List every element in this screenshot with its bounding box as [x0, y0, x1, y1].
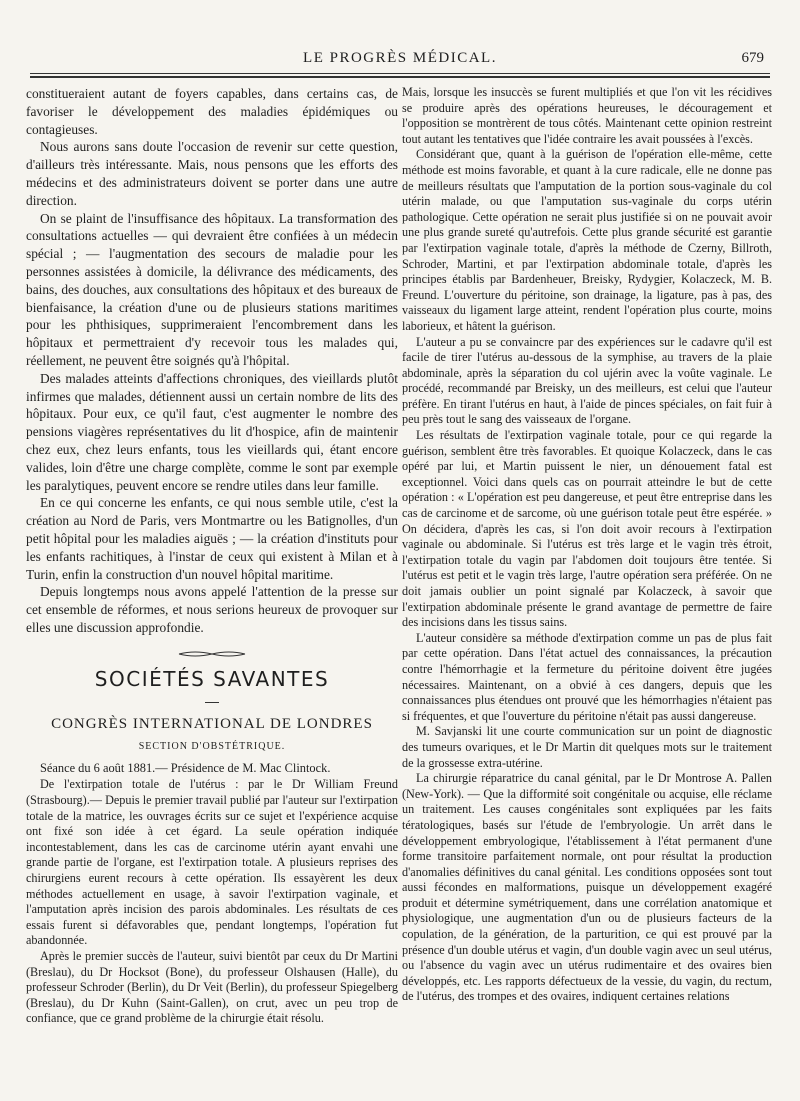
- subsection-heading: SECTION D'OBSTÉTRIQUE.: [138, 740, 286, 752]
- paragraph: Nous aurons sans doute l'occasion de revenir sur cette question, d'ailleurs très intéressante. Mais, nous pensons que les efforts des médecins et des administrateurs doivent se porter dans une autre direction.: [26, 139, 398, 208]
- header-rule: [30, 73, 770, 74]
- paragraph: Les résultats de l'extirpation vaginale totale, pour ce qui regarde la guérison, semblent être très favorables. Et quoique Kolaczeck, dans le cas opéré par lui, et Martin puissent le nier, un dénouement fatal est exceptionnel. Voici dans quels cas on pourrait atteindre le but de cette opération : « L'opération est peu dangereuse, et peut être entreprise dans les cas de carcinome et de sarcome, où une guérison totale peut être espérée. » On décidera, d'après les cas, si l'on doit avoir recours à l'extirpation vaginale ou abdominale. Si l'utérus est très large et le vagin très étroit, l'extirpation totale du vagin par l'abdomen doit toujours être tentée. Si l'utérus est petit et le vagin très large, l'autre opération sera préférée. On ne doit jamais oublier un point signalé par Kolaczeck, à savoir que l'extirpation abdominale présente le grand avantage de permettre de faire des incisions dans les tissus sains.: [402, 428, 772, 630]
- article-text: [26, 777, 398, 1027]
- paragraph: De l'extirpation totale de l'utérus : par le Dr William Freund (Strasbourg).— Depuis le premier travail publié par l'auteur sur l'extirpation totale de la matrice, les ouvrages écrits sur ce sujet et l'expérience acquise ont fixé son idée à cet égard. La seule opération indiquée incontestablement, dans les cas de carcinome utérin ayant envahi une grande partie de l'organe, est l'extirpation totale. A plusieurs reprises des chirurgiens eurent recours à cette opération. Ils essayèrent les deux méthodes actuellement en usage, à savoir l'extirpation vaginale, et l'amputation après incision des parois abdominales. Les résultats de ces essais furent si défavorables que, pendant longtemps, l'opération fut abandonnée.: [26, 777, 398, 948]
- paragraph: L'auteur considère sa méthode d'extirpation comme un pas de plus fait par cette opération. Dans l'état actuel des connaissances, la précaution contre l'hémorrhagie et la fermeture du péritoine doivent être jugées nécessaires. Maintenant, on a obvié à ces dangers, depuis que les connaissances plus étendues ont prouvé que les hémorrhagies n'étaient pas si fréquentes, et que l'ouverture du péritoine n'était pas aussi dangereuse.: [402, 630, 772, 723]
- header-rule-thick: [30, 76, 770, 78]
- left-column: [26, 85, 398, 1091]
- title-dash: [26, 692, 398, 710]
- page-number: 679: [741, 50, 764, 66]
- section-title: SOCIÉTÉS SAVANTES: [94, 666, 330, 691]
- paragraph: L'auteur a pu se convaincre par des expériences sur le cadavre qu'il est facile de tirer l'utérus au-dessous de la symphise, au travers de la plaie abdominale, après la séparation du col ujérin avec la voûte vaginale. Le procédé, recommandé par Breisky, un des meilleurs, est celui que l'auteur préfère. En tirant l'utérus en haut, à l'aide de pinces spéciales, on fait fuir à peu près tout le sang des vaisseaux de l'organe.: [402, 334, 772, 427]
- ornament-divider-icon: [177, 650, 247, 658]
- paragraph: M. Savjanski lit une courte communication sur un point de diagnostic des tumeurs ovariques, et le Dr Martin dit quelques mots sur le traitement de la grossesse extra-utérine.: [402, 724, 772, 770]
- paragraph: Mais, lorsque les insuccès se furent multipliés et que l'on vit les récidives se produire après des opérations heureuses, le découragement et l'opposition se montrèrent de tous côtés. Maintenant cette opinion restreint tout autant les tentatives que l'idée contraire les avait poussées à l'excès.: [402, 85, 772, 146]
- journal-title: LE PROGRÈS MÉDICAL.: [303, 50, 497, 66]
- paragraph: Depuis longtemps nous avons appelé l'attention de la presse sur cet ensemble de réformes, et nous serions heureux de provoquer sur elles une discussion approfondie.: [26, 584, 398, 635]
- paragraph: Après le premier succès de l'auteur, suivi bientôt par ceux du Dr Martini (Breslau), du Dr Hocksot (Bone), du professeur Olshausen (Halle), du professeur Schroder (Berlin), du Dr Veit (Berlin), du professeur Spiegelberg (Breslau), du Dr Kuhn (Saint-Gallen), on crut, avec un peu trop de confiance, que ce grand problème de la chirurgie était résolu.: [26, 949, 398, 1026]
- seance-line: Séance du 6 août 1881.— Présidence de M. Mac Clintock.: [40, 760, 331, 775]
- page-header: [30, 50, 770, 72]
- right-column: [402, 85, 772, 1091]
- paragraph: La chirurgie réparatrice du canal génital, par le Dr Montrose A. Pallen (New-York). — Que la difformité soit congénitale ou acquise, elle réclame un traitement. Les causes congénitales sont expliquées par les faits tératologiques, basés sur l'étude de l'embryologie. Un arrêt dans le développement embryologique, l'établissement à l'état permanent d'une forme transitoire parfaitement normale, ont pour résultat la production d'anomalies définitives du canal génital. Les conditions opposées sont tout aussi fécondes en malformations, puisque un développement exagéré produit et détermine symétriquement, dans une corrélation anatomique et physiologique, une augmentation d'un ou de plusieurs facteurs de la copulation, de la génération, de la parturition, ce qui est prouvé par la présence d'un double utérus et vagin, d'un double vagin avec un seul utérus, ou l'absence du vagin avec un utérus rudimentaire et des ovaires bien développés, etc. Les rapports défectueux de la vessie, du vagin, du rectum, de l'utérus, des trompes et des ovaires, indiquent certaines relations: [402, 771, 772, 1004]
- paragraph: En ce qui concerne les enfants, ce qui nous semble utile, c'est la création au Nord de Paris, vers Montmartre ou les Batignolles, d'un petit hôpital pour les maladies aiguës ; — la création d'instituts pour les enfants rachitiques, à l'instar de ceux qui existent à Milan et à Turin, enfin la construction d'un nouvel hôpital maritime.: [26, 495, 398, 582]
- paragraph: Considérant que, quant à la guérison de l'opération elle-même, cette méthode est moins favorable, et quant à la cure radicale, elle ne donne pas de meilleurs résultats que l'amputation de la portion sous-vaginale du col utérin malade, ou que l'amputation sus-vaginale du corps utérin pathologique. Cette opération ne serait plus justifiée si on ne pouvait avoir une plus grande sureté qu'autrefois. Cette plus grande sécurité est garantie par l'extirpation vaginale totale, d'après la méthode de Czerny, Billroth, Schroder, Martini, et par l'extirpation abdominale totale, d'après les principes établis par Bardenheuer, Breisky, Rydygier, Kolaczeck, M. B. Freund. L'ouverture du péritoine, son drainage, la ligature, pas à pas, des vaisseaux du ligament large atteint, rendent l'opération plus courte, moins laborieux, et hâtent la guérison.: [402, 147, 772, 333]
- congress-heading: CONGRÈS INTERNATIONAL DE LONDRES: [51, 716, 373, 733]
- paragraph: constitueraient autant de foyers capables, dans certains cas, de favoriser le développement des maladies épidémiques ou contagieuses.: [26, 86, 398, 137]
- paragraph: Des malades atteints d'affections chroniques, des vieillards plutôt infirmes que malades, détiennent aussi un certain nombre de lits des hôpitaux. Pour eux, ce qu'il faut, c'est augmenter le nombre des pensions viagères représentatives du lit d'hospice, afin de maintenir chez eux, chez leurs enfants, tous les vieillards qui, étant encore valides, loin d'être une charge complète, comme le sont par exemple les paralytiques, peuvent encore se rendre utiles dans leur famille.: [26, 370, 398, 493]
- section-ornament: [26, 647, 398, 665]
- paragraph: On se plaint de l'insuffisance des hôpitaux. La transformation des consultations actuelles — qui devraient être confiées à un médecin spécial ; — l'augmentation des secours de maladie pour les personnes assistées à domicile, la délivrance des médicaments, des bains, des douches, aux consultations des hôpitaux et des bureaux de bienfaisance, la création d'une ou de plusieurs stations maritimes pour les phthisiques, supprimeraient l'encombrement dans les hôpitaux et permettraient d'y recevoir tous les malades qui, réellement, ne peuvent être soignés qu'à l'hôpital.: [26, 210, 398, 368]
